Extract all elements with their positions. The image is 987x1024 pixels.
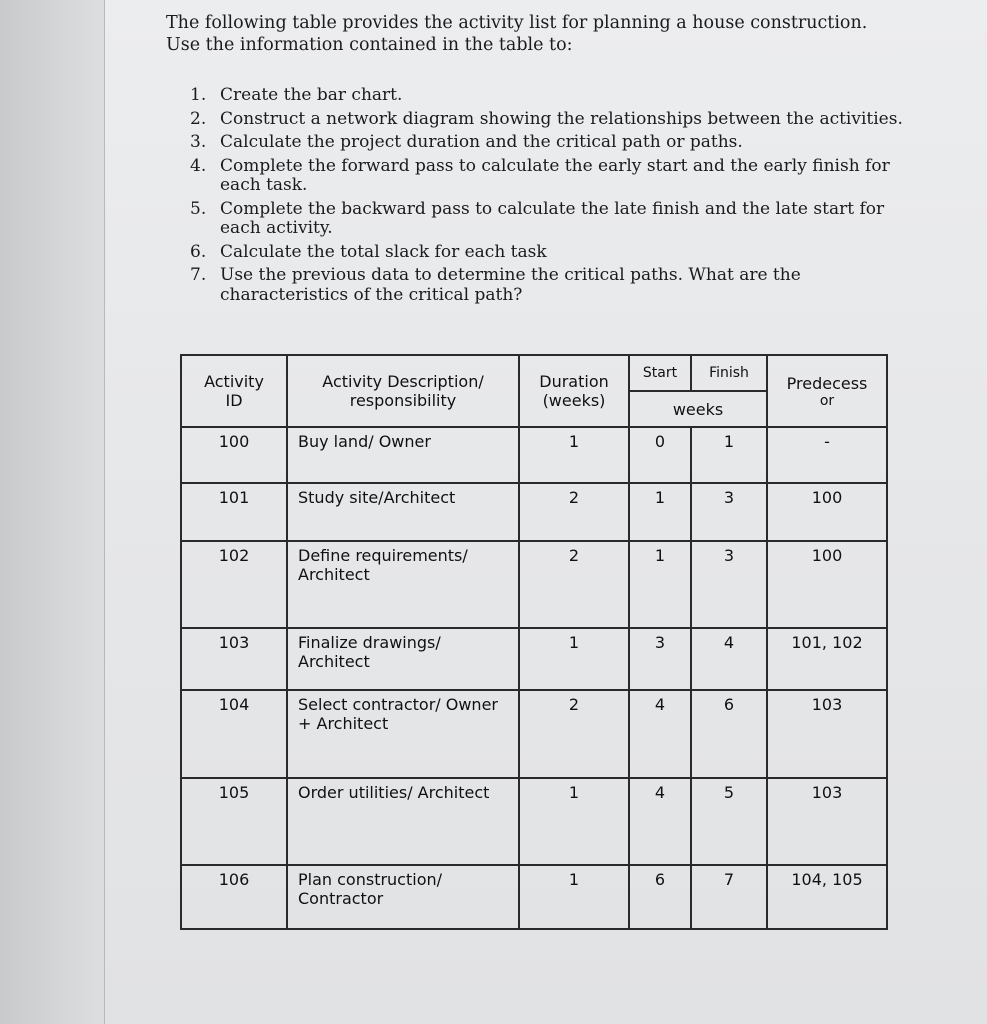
finish-cell: 3 — [691, 541, 767, 627]
duration-cell: 1 — [519, 865, 629, 929]
activity-table — [180, 354, 888, 930]
header-description-line1: Activity Description/ — [322, 372, 484, 391]
predecessor-cell: - — [767, 427, 887, 483]
duration-cell: 1 — [519, 778, 629, 864]
task-item — [190, 200, 910, 239]
start-cell: 0 — [629, 427, 691, 483]
intro-paragraph: The following table provides the activity list for planning a house construction. Use the information contained in the table to: — [166, 13, 868, 55]
task-number: 7. — [190, 265, 207, 285]
table-row — [181, 690, 887, 778]
task-text: Construct a network diagram showing the relationships between the activities. — [220, 108, 903, 129]
start-cell: 1 — [629, 483, 691, 541]
predecessor-cell: 103 — [767, 778, 887, 864]
description-cell: Plan construction/ Contractor — [287, 865, 519, 929]
start-cell: 6 — [629, 865, 691, 929]
finish-cell: 1 — [691, 427, 767, 483]
finish-cell: 6 — [691, 690, 767, 778]
header-predecessor-line1: Predecess — [786, 373, 868, 393]
finish-cell: 4 — [691, 628, 767, 690]
predecessor-cell: 101, 102 — [767, 628, 887, 690]
task-list — [190, 86, 910, 309]
task-text: Create the bar chart. — [220, 85, 403, 105]
table-row — [181, 427, 887, 483]
start-cell: 3 — [629, 628, 691, 690]
header-activity-id-line1: Activity — [204, 372, 264, 391]
header-start: Start — [629, 355, 691, 391]
activity-id-cell: 100 — [181, 427, 287, 483]
header-finish: Finish — [691, 355, 767, 391]
task-item — [190, 110, 910, 130]
description-cell: Study site/Architect — [287, 483, 519, 541]
table-row — [181, 541, 887, 627]
task-number: 1. — [190, 85, 207, 105]
duration-cell: 1 — [519, 628, 629, 690]
header-weeks: weeks — [629, 391, 767, 427]
predecessor-cell: 104, 105 — [767, 865, 887, 929]
description-cell: Order utilities/ Architect — [287, 778, 519, 864]
task-item — [190, 133, 910, 153]
predecessor-cell: 100 — [767, 541, 887, 627]
header-activity-id — [181, 355, 287, 427]
finish-cell: 5 — [691, 778, 767, 864]
table-row — [181, 778, 887, 864]
header-duration-line1: Duration — [539, 372, 609, 391]
predecessor-cell: 100 — [767, 483, 887, 541]
activity-id-cell: 103 — [181, 628, 287, 690]
task-number: 6. — [190, 241, 207, 262]
table-row — [181, 865, 887, 929]
finish-cell: 7 — [691, 865, 767, 929]
description-cell: Finalize drawings/ Architect — [287, 628, 519, 690]
task-text: Calculate the total slack for each task — [220, 241, 547, 262]
header-description — [287, 355, 519, 427]
activity-id-cell: 106 — [181, 865, 287, 929]
duration-cell: 1 — [519, 427, 629, 483]
start-cell: 1 — [629, 541, 691, 627]
task-text: Complete the backward pass to calculate the late finish and the late start for each activity. — [220, 198, 885, 238]
start-cell: 4 — [629, 690, 691, 778]
task-number: 5. — [190, 198, 207, 219]
activity-id-cell: 105 — [181, 778, 287, 864]
task-item — [190, 86, 910, 106]
header-predecessor-line2: or — [819, 392, 835, 409]
activity-id-cell: 102 — [181, 541, 287, 627]
task-number: 4. — [190, 155, 207, 176]
start-cell: 4 — [629, 778, 691, 864]
activity-id-cell: 104 — [181, 690, 287, 778]
task-item — [190, 266, 910, 305]
header-duration-line2: (weeks) — [542, 391, 606, 410]
task-item — [190, 157, 910, 196]
task-text: Use the previous data to determine the critical paths. What are the characteristics of the critical path? — [220, 265, 801, 305]
activity-id-cell: 101 — [181, 483, 287, 541]
description-cell: Define requirements/ Architect — [287, 541, 519, 627]
task-number: 3. — [190, 132, 207, 152]
description-cell: Buy land/ Owner — [287, 427, 519, 483]
predecessor-cell: 103 — [767, 690, 887, 778]
duration-cell: 2 — [519, 541, 629, 627]
description-cell: Select contractor/ Owner + Architect — [287, 690, 519, 778]
table-row — [181, 628, 887, 690]
task-item — [190, 243, 910, 263]
finish-cell: 3 — [691, 483, 767, 541]
task-text: Calculate the project duration and the critical path or paths. — [220, 132, 743, 152]
header-description-line2: responsibility — [349, 391, 457, 410]
header-activity-id-line2: ID — [225, 391, 243, 410]
header-predecessor — [767, 355, 887, 427]
task-number: 2. — [190, 108, 207, 129]
header-duration — [519, 355, 629, 427]
duration-cell: 2 — [519, 690, 629, 778]
duration-cell: 2 — [519, 483, 629, 541]
task-text: Complete the forward pass to calculate the early start and the early finish for each task. — [220, 155, 890, 195]
table-row — [181, 483, 887, 541]
